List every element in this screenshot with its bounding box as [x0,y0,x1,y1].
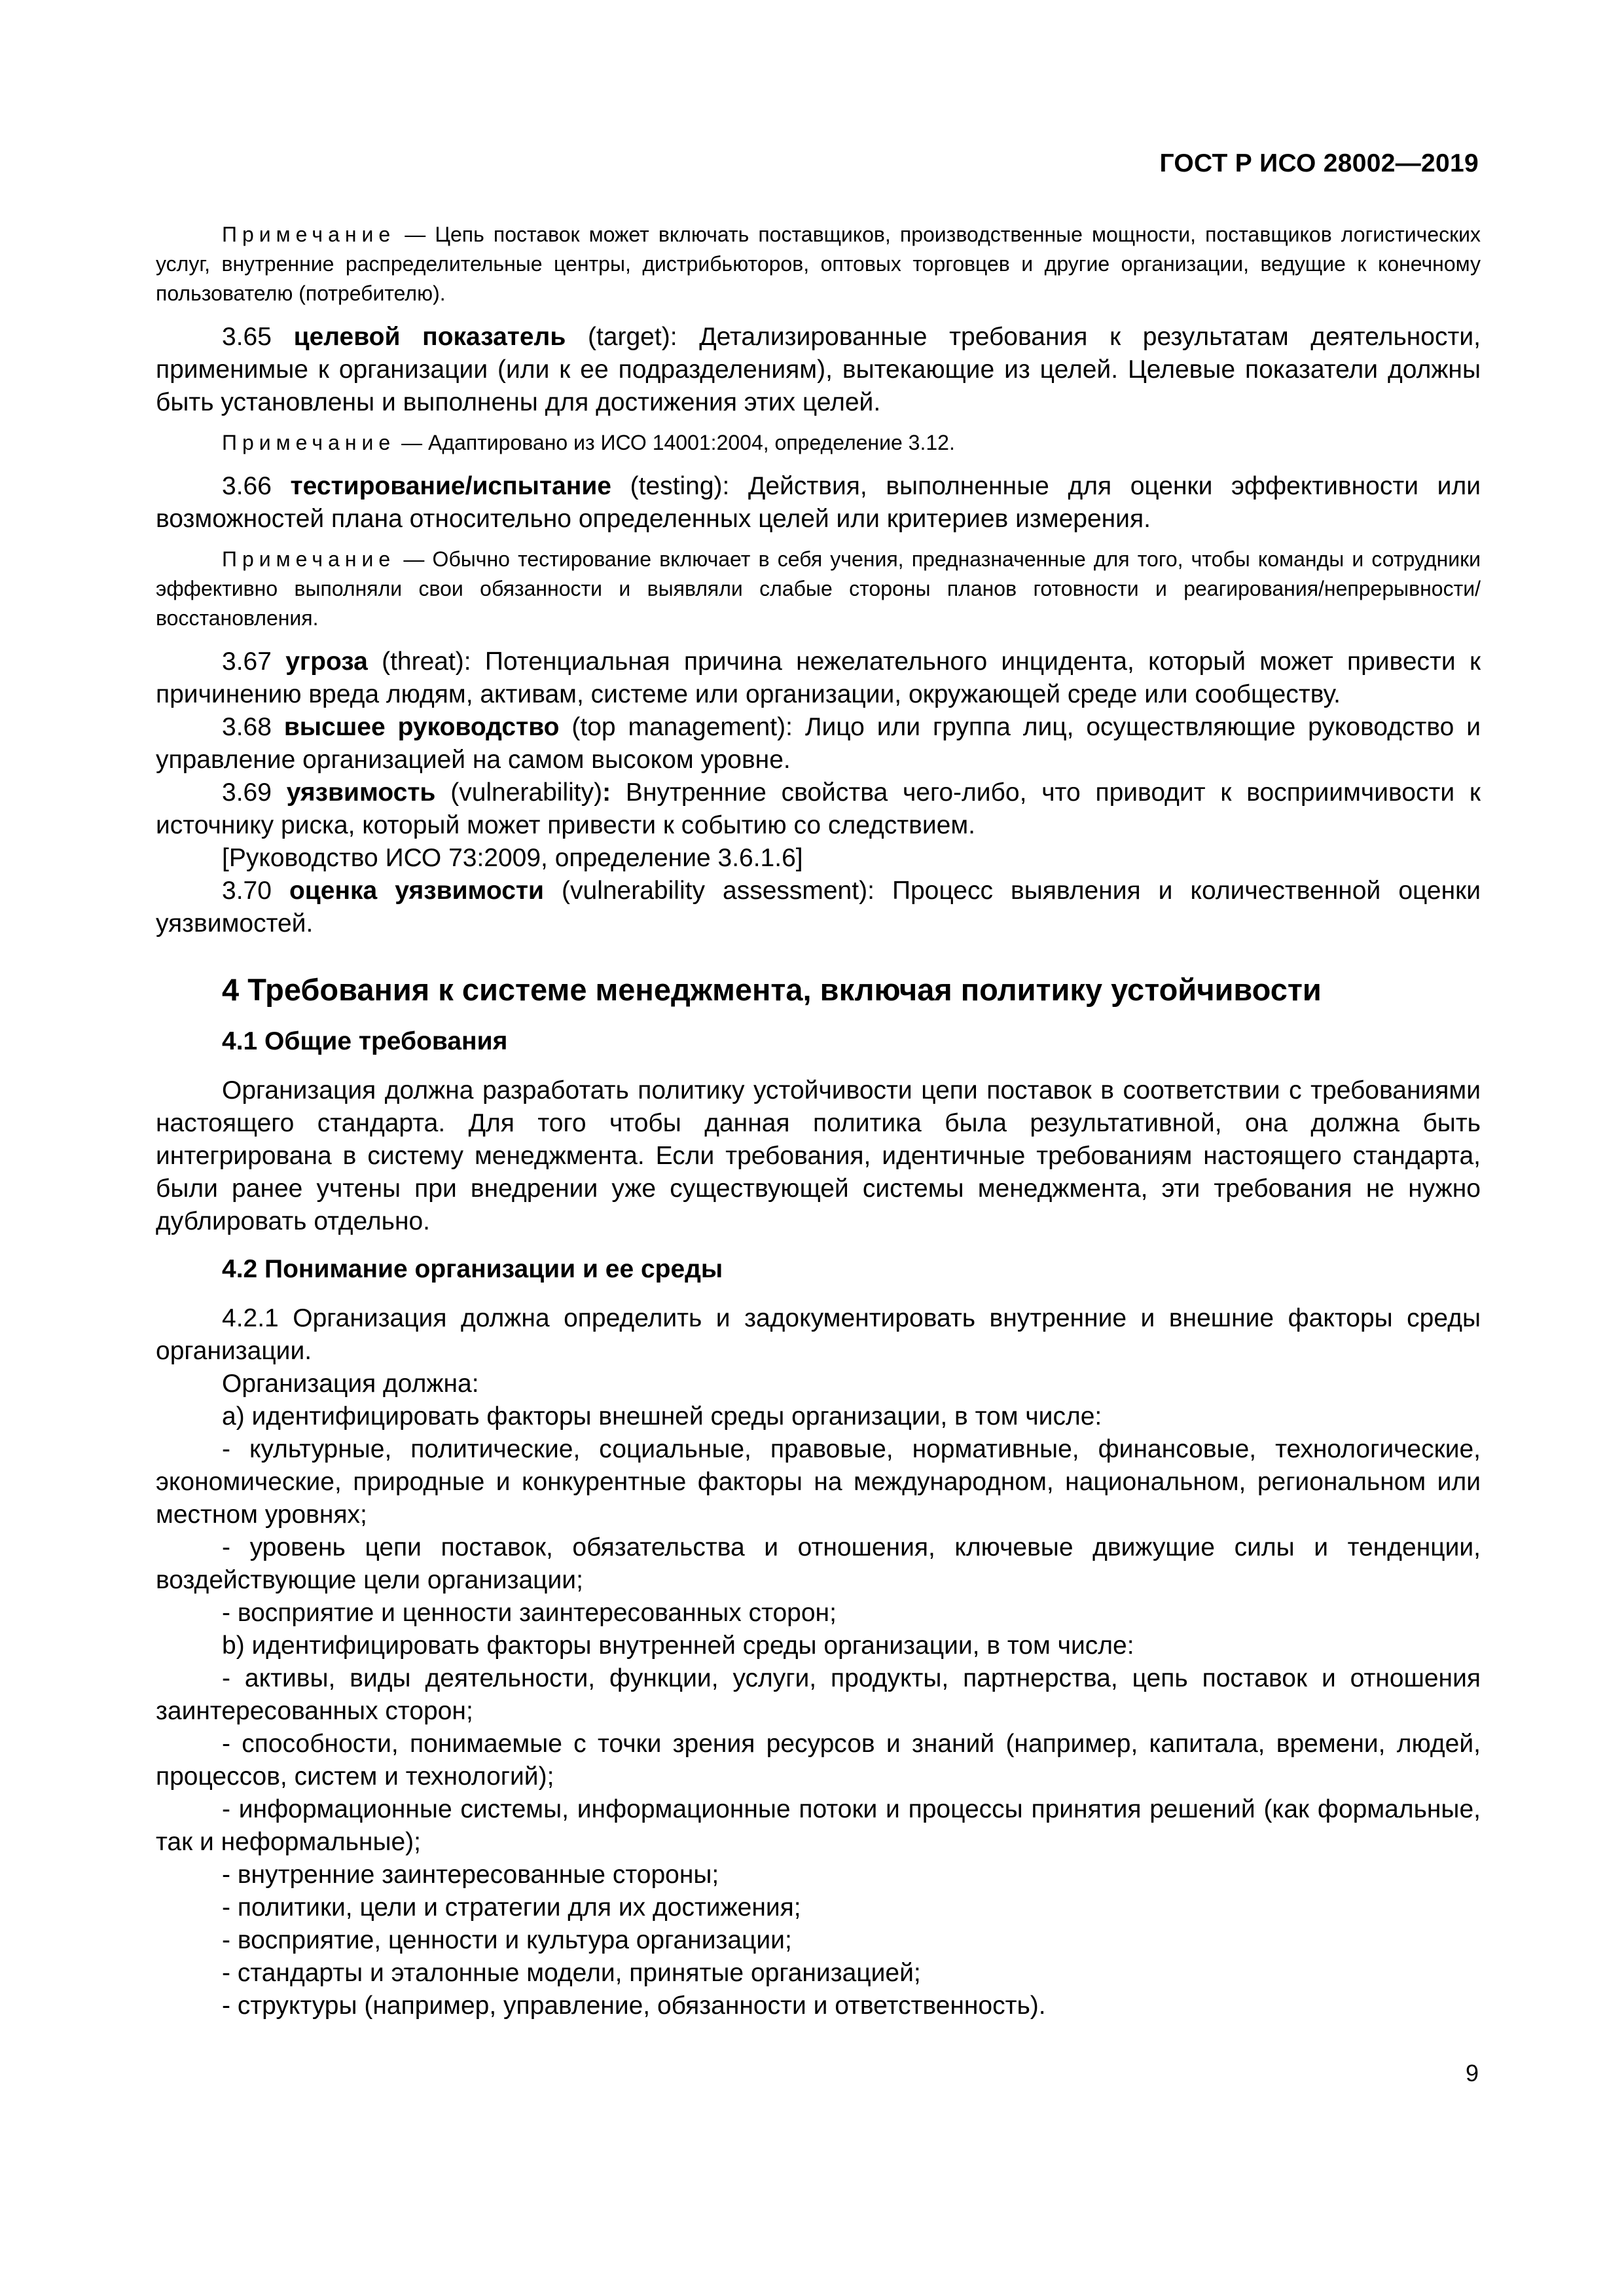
term-3-66: 3.66 тестирование/испытание (testing): Действия, выполненные для оценки эффективности или возможностей плана относительно определенных целей или критериев измерения. [156,472,1481,533]
list-item: - информационные системы, информационные потоки и процессы принятия решений (как формальные, так и неформальные); [156,1795,1481,1856]
note-label: Примечание [222,547,396,571]
term-name: угроза [285,647,368,676]
section-4-1-heading: 4.1 Общие требования [222,1027,508,1055]
list-item: - стандарты и эталонные модели, принятые организацией; [222,1959,921,1987]
term-name: оценка уязвимости [289,877,544,905]
note-paragraph: Примечание — Обычно тестирование включает в себя учения, предназначенные для того, чтобы команды и сотрудники эффективно выполняли свои обязанности и выявляли слабые стороны планов готовности и реагирования/непрерывности/восстановления. [156,547,1481,630]
term-name: тестирование/испытание [290,472,611,500]
term-3-67: 3.67 угроза (threat): Потенциальная причина нежелательного инцидента, который может привести к причинению вреда людям, активам, системе или организации, окружающей среде или сообществу. [156,647,1481,708]
list-item: 4.2.1 Организация должна определить и задокументировать внутренние и внешние факторы среды организации. [156,1304,1481,1365]
term-3-68: 3.68 высшее руководство (top management): Лицо или группа лиц, осуществляющие руководство и управление организацией на самом высоком уровне. [156,713,1481,774]
term-3-69: 3.69 уязвимость (vulnerability): Внутренние свойства чего-либо, что приводит к восприимчивости к источнику риска, который может привести к событию со следствием. [156,778,1481,839]
list-item: - восприятие, ценности и культура организации; [222,1926,792,1954]
section-4-1-text: Организация должна разработать политику устойчивости цепи поставок в соответствии с требованиями настоящего стандарта. Для того чтобы данная политика была результативной, она должна быть интегрирована в систему менеджмента. Если требования, идентичные требованиям настоящего стандарта, были ранее учтены при внедрении уже существующей системы менеджмента, эти требования не нужно дублировать отдельно. [156,1076,1481,1235]
term-name: высшее руководство [283,713,560,741]
page-number: 9 [1465,2060,1479,2086]
document-body [156,220,1481,2022]
term-3-65: 3.65 целевой показатель (target): Детализированные требования к результатам деятельности, применимые к организации (или к ее подразделениям), вытекающие из целей. Целевые показатели должны быть установлены и выполнены для достижения этих целей. [156,323,1481,416]
list-item: - уровень цепи поставок, обязательства и отношения, ключевые движущие силы и тенденции, воздействующие цели организации; [156,1533,1481,1594]
note-label: Примечание [222,431,396,454]
list-item: Организация должна: [222,1370,479,1398]
term-name: целевой показатель [293,323,566,351]
term-name: уязвимость [286,778,436,807]
list-item: - культурные, политические, социальные, правовые, нормативные, финансовые, технологические, экономические, природные и конкурентные факторы на международном, национальном, региональном или местном уровнях; [156,1435,1481,1529]
list-item: а) идентифицировать факторы внешней среды организации, в том числе: [222,1402,1102,1430]
term-3-70: 3.70 оценка уязвимости (vulnerability assessment): Процесс выявления и количественной оценки уязвимостей. [156,877,1481,938]
document-header: ГОСТ Р ИСО 28002—2019 [1159,149,1479,177]
note-paragraph: Примечание — Цепь поставок может включать поставщиков, производственные мощности, поставщиков логистических услуг, внутренние распределительные центры, дистрибьюторов, оптовых торговцев и другие организации, ведущие к конечному пользователю (потребителю). [156,223,1481,305]
list-item: - способности, понимаемые с точки зрения ресурсов и знаний (например, капитала, времени, людей, процессов, систем и технологий); [156,1730,1481,1791]
note-paragraph: Примечание — Адаптировано из ИСО 14001:2004, определение 3.12. [222,431,955,454]
note-label: Примечание [222,223,396,246]
list-item: - политики, цели и стратегии для их достижения; [222,1893,801,1922]
list-item: - активы, виды деятельности, функции, услуги, продукты, партнерства, цепь поставок и отношения заинтересованных сторон; [156,1664,1481,1725]
reference-line: [Руководство ИСО 73:2009, определение 3.6.1.6] [222,844,803,872]
section-4-heading: 4 Требования к системе менеджмента, включая политику устойчивости [222,972,1322,1007]
list-item: b) идентифицировать факторы внутренней среды организации, в том числе: [222,1631,1134,1660]
section-4-2-heading: 4.2 Понимание организации и ее среды [222,1255,723,1283]
list-item: - структуры (например, управление, обязанности и ответственность). [222,1992,1046,2020]
list-item: - восприятие и ценности заинтересованных сторон; [222,1599,837,1627]
list-item: - внутренние заинтересованные стороны; [222,1861,719,1889]
